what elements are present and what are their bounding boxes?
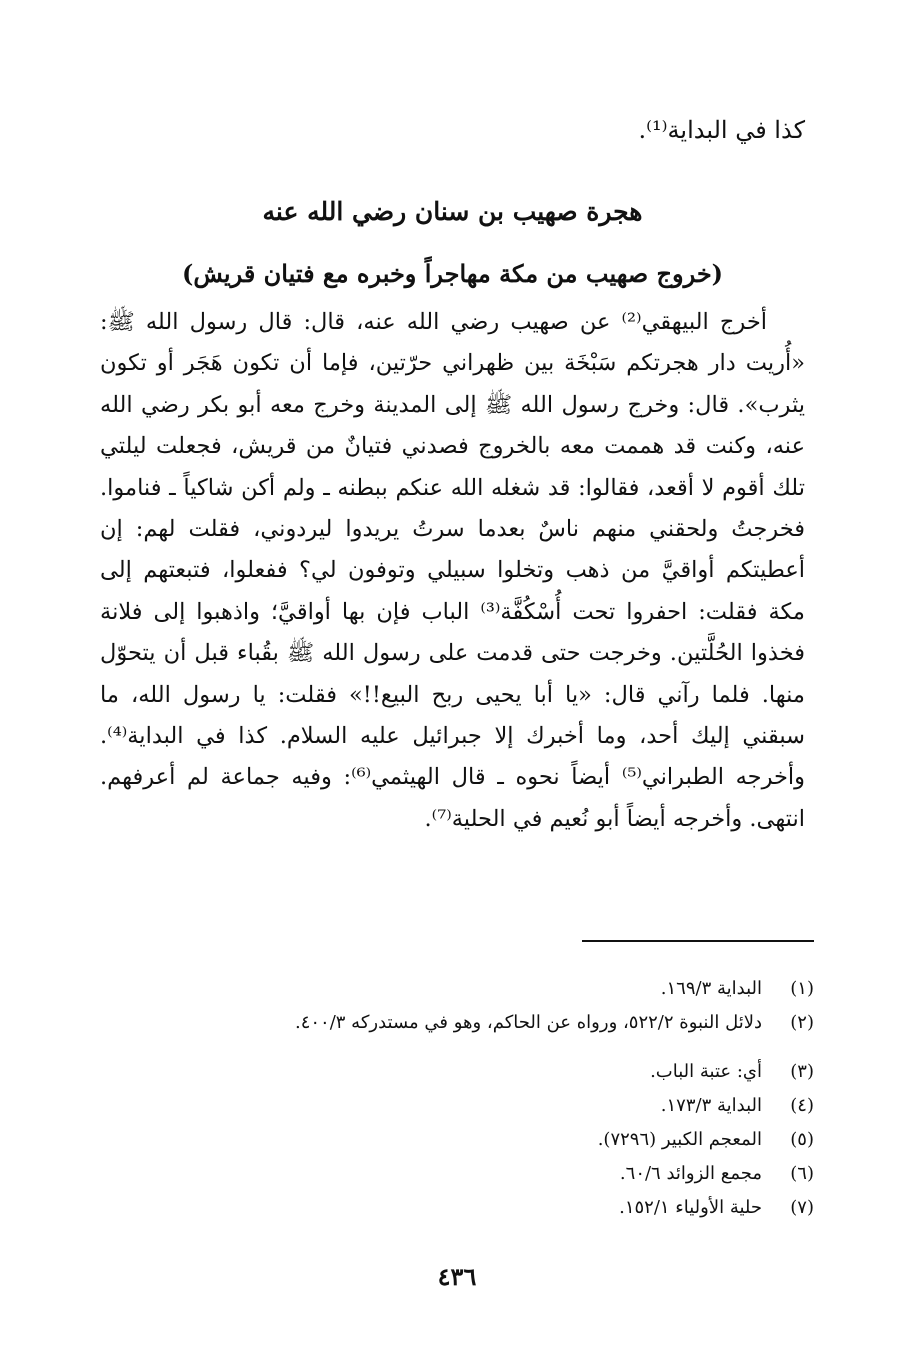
footnote-separator — [582, 940, 814, 942]
footnote-item — [109, 1123, 814, 1157]
subsection-title: (خروج صهيب من مكة مهاجراً وخبره مع فتيان قريش) — [181, 259, 724, 288]
footnote-text: حلية الأولياء ١٥٢/١. — [619, 1197, 762, 1218]
footnote-item — [109, 1191, 814, 1225]
footnotes-list — [109, 972, 814, 1225]
footnote-text: أي: عتبة الباب. — [650, 1061, 762, 1082]
body-paragraph-text: أخرج البيهقي⁽²⁾ عن صهيب رضي الله عنه، قال: قال رسول الله ﷺ: «أُريت دار هجرتكم سَبْخَة بين ظهراني حرّتين، فإما أن تكون هَجَر أو تكون يثرب». قال: وخرج رسول الله ﷺ إلى المدينة وخرج معه أبو بكر رضي الله عنه، وكنت قد هممت معه بالخروج فصدني فتيانٌ من قريش، فجعلت ليلتي تلك أقوم لا أقعد، فقالوا: قد شغله الله عنكم ببطنه ـ ولم أكن شاكياً ـ فناموا. فخرجتُ ولحقني منهم ناسٌ بعدما سرتُ يريدوا ليردوني، فقلت لهم: إن أعطيتكم أواقيَّ من ذهب وتخلوا سبيلي وتوفون لي؟ ففعلوا، فتبعتهم إلى مكة فقلت: احفروا تحت أُسْكُفَّة⁽³⁾ الباب فإن بها أواقيَّ؛ واذهبوا إلى فلانة فخذوا الحُلَّتين. وخرجت حتى قدمت على رسول الله ﷺ بقُباء قبل أن يتحوّل منها. فلما رآني قال: «يا أبا يحيى ربح البيع!!» فقلت: يا رسول الله، ما سبقني إليك أحد، وما أخبرك إلا جبرائيل عليه السلام. كذا في البداية⁽⁴⁾. وأخرجه الطبراني⁽⁵⁾ أيضاً نحوه ـ قال الهيثمي⁽⁶⁾: وفيه جماعة لم أعرفهم. انتهى. وأخرجه أيضاً أبو نُعيم في الحلية⁽⁷⁾. — [100, 309, 806, 832]
section-title: هجرة صهيب بن سنان رضي الله عنه — [262, 197, 643, 226]
footnote-text: دلائل النبوة ٥٢٢/٢، ورواه عن الحاكم، وهو في مستدركه ٤٠٠/٣. — [294, 1012, 762, 1033]
footnote-item — [109, 1006, 814, 1040]
intro-line: كذا في البداية⁽¹⁾. — [638, 116, 805, 144]
footnote-item — [109, 1157, 814, 1191]
footnote-number: (٢) — [790, 1012, 814, 1033]
footnote-text: مجمع الزوائد ٦٠/٦. — [619, 1163, 762, 1184]
footnote-number: (٥) — [790, 1129, 814, 1150]
footnote-item — [109, 1089, 814, 1123]
footnote-number: (١) — [790, 978, 814, 999]
footnote-text: المعجم الكبير (٧٢٩٦). — [597, 1129, 762, 1150]
footnote-number: (٣) — [790, 1061, 814, 1082]
page-number: ٤٣٦ — [437, 1262, 477, 1291]
footnote-number: (٦) — [790, 1163, 814, 1184]
footnote-item — [109, 1055, 814, 1089]
footnote-text: البداية ١٧٣/٣. — [660, 1095, 762, 1116]
footnote-number: (٧) — [790, 1197, 814, 1218]
body-paragraph — [100, 302, 805, 840]
footnote-text: البداية ١٦٩/٣. — [660, 978, 762, 999]
footnote-number: (٤) — [790, 1095, 814, 1116]
footnote-item — [109, 972, 814, 1006]
page-content — [100, 110, 805, 840]
